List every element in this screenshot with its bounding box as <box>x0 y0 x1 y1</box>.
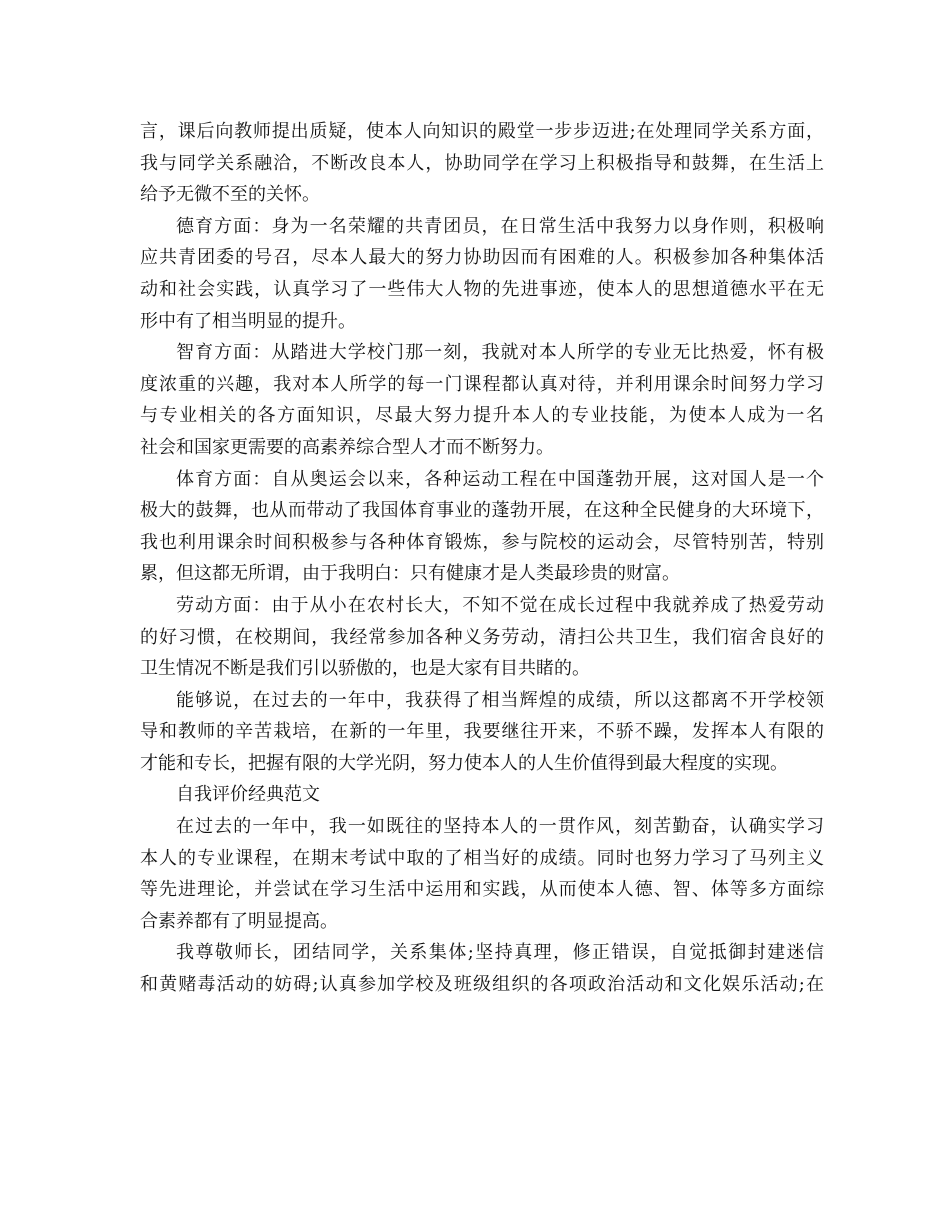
text-line: 给予无微不至的关怀。 <box>140 184 320 206</box>
text-line: 等先进理论，并尝试在学习生活中运用和实践，从而使本人德、智、体等多方面综 <box>140 879 824 901</box>
document-body <box>140 116 824 1001</box>
text-line: 和黄赌毒活动的妨碍;认真参加学校及班级组织的各项政治活动和文化娱乐活动;在 <box>140 974 824 996</box>
text-line: 累，但这都无所谓，由于我明白：只有健康才是人类最珍贵的财富。 <box>140 563 680 585</box>
text-line: 极大的鼓舞，也从而带动了我国体育事业的蓬勃开展，在这种全民健身的大环境下， <box>140 500 824 522</box>
text-line: 卫生情况不断是我们引以骄傲的，也是大家有目共睹的。 <box>140 658 590 680</box>
text-line: 度浓重的兴趣，我对本人所学的每一门课程都认真对待，并利用课余时间努力学习 <box>140 373 824 395</box>
text-line: 我也利用课余时间积极参与各种体育锻炼，参与院校的运动会，尽管特别苦，特别 <box>140 531 824 553</box>
text-line: 合素养都有了明显提高。 <box>140 910 338 932</box>
text-line: 我尊敬师长，团结同学，关系集体;坚持真理，修正错误，自觉抵御封建迷信 <box>176 942 824 964</box>
text-line: 言，课后向教师提出质疑，使本人向知识的殿堂一步步迈进;在处理同学关系方面， <box>140 121 824 142</box>
text-line: 德育方面：身为一名荣耀的共青团员，在日常生活中我努力以身作则，积极响 <box>176 215 824 237</box>
text-line: 应共青团委的号召，尽本人最大的努力协助因而有困难的人。积极参加各种集体活 <box>140 247 824 269</box>
text-line: 社会和国家更需要的高素养综合型人才而不断努力。 <box>140 436 554 458</box>
text-line: 在过去的一年中，我一如既往的坚持本人的一贯作风，刻苦勤奋，认确实学习 <box>176 816 824 838</box>
text-line: 自我评价经典范文 <box>176 784 320 806</box>
text-line: 动和社会实践，认真学习了一些伟大人物的先进事迹，使本人的思想道德水平在无 <box>140 278 824 300</box>
text-line: 我与同学关系融洽，不断改良本人，协助同学在学习上积极指导和鼓舞，在生活上 <box>140 152 824 174</box>
text-line: 导和教师的辛苦栽培，在新的一年里，我要继往开来，不骄不躁，发挥本人有限的 <box>140 721 824 743</box>
text-line: 体育方面：自从奥运会以来，各种运动工程在中国蓬勃开展，这对国人是一个 <box>176 468 824 490</box>
text-line: 与专业相关的各方面知识，尽最大努力提升本人的专业技能，为使本人成为一名 <box>140 405 824 427</box>
text-line: 才能和专长，把握有限的大学光阴，努力使本人的人生价值得到最大程度的实现。 <box>140 752 788 774</box>
text-line: 能够说，在过去的一年中，我获得了相当辉煌的成绩，所以这都离不开学校领 <box>176 689 824 711</box>
text-line: 本人的专业课程，在期末考试中取的了相当好的成绩。同时也努力学习了马列主义 <box>140 847 824 869</box>
text-line: 智育方面：从踏进大学校门那一刻，我就对本人所学的专业无比热爱，怀有极 <box>176 342 824 364</box>
text-line: 形中有了相当明显的提升。 <box>140 310 356 332</box>
text-line: 劳动方面：由于从小在农村长大，不知不觉在成长过程中我就养成了热爱劳动 <box>176 594 824 616</box>
text-line: 的好习惯，在校期间，我经常参加各种义务劳动，清扫公共卫生，我们宿舍良好的 <box>140 626 824 648</box>
